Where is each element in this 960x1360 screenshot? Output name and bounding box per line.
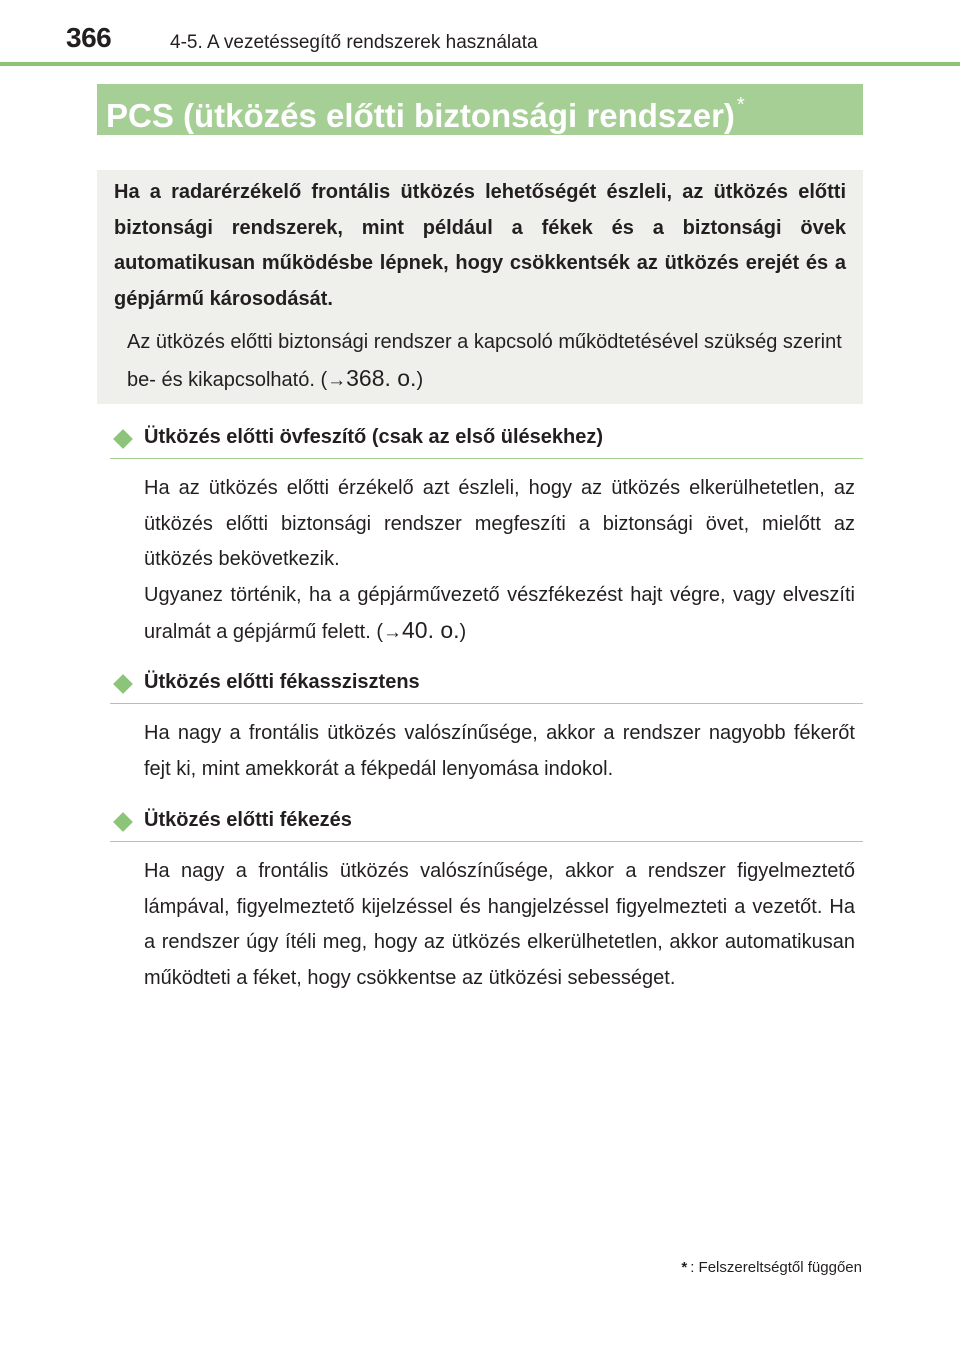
intro-note xyxy=(114,325,846,398)
footnote-text: : Felszereltségtől függően xyxy=(690,1259,862,1276)
section-paragraph: Ha nagy a frontális ütközés valószínűsége, akkor a rendszer nagyobb fékerőt fejt ki, mint amekkorát a fékpedál lenyomása indokol. xyxy=(144,722,855,780)
section-body xyxy=(144,471,855,651)
section-pre-collision-braking xyxy=(110,807,863,996)
intro-note-close: ) xyxy=(416,368,424,391)
section-paragraph: Ha az ütközés előtti érzékelő azt észleli, hogy az ütközés elkerülhetetlen, az ütközés előtti biztonsági rendszer megfeszíti a biztonsági övet, mielőtt az ütközés bekövetkezik. xyxy=(144,477,855,570)
section-paragraph: Ha nagy a frontális ütközés valószínűsége, akkor a rendszer figyelmeztető lámpával, figyelmeztető kijelzéssel és hangjelzéssel figyelmezteti a vezetőt. Ha a rendszer úgy ítéli meg, hogy az ütközés elkerülhetetlen, akkor automatikusan működteti a féket, hogy csökkentse az ütközési sebességet. xyxy=(144,860,855,989)
page-header xyxy=(0,0,960,68)
section-body xyxy=(144,854,855,996)
intro-box xyxy=(97,170,863,404)
section-breadcrumb: 4-5. A vezetéssegítő rendszerek használata xyxy=(170,32,538,53)
intro-note-text: Az ütközés előtti biztonsági rendszer a kapcsoló működtetésével szükség szerint be- és kikapcsolható. ( xyxy=(127,331,842,391)
page-number: 366 xyxy=(66,22,112,53)
page-reference-link[interactable]: 368. o. xyxy=(346,364,417,391)
footnote xyxy=(681,1259,862,1276)
page-reference-link[interactable]: 40. o. xyxy=(402,617,460,643)
section-title: Ütközés előtti övfeszítő (csak az első ülésekhez) xyxy=(144,426,604,448)
section-paragraph xyxy=(144,578,855,651)
page-title xyxy=(97,84,863,135)
title-footnote-mark: * xyxy=(736,94,745,116)
section-heading xyxy=(110,424,863,459)
paragraph-text: Ugyanez történik, ha a gépjárművezető vészfékezést hajt végre, vagy elveszíti uralmát a gépjármű felett. ( xyxy=(144,583,855,643)
section-seatbelt-pretensioner xyxy=(110,424,863,651)
paragraph-close: ) xyxy=(459,621,467,643)
section-brake-assist xyxy=(110,669,863,787)
section-heading xyxy=(110,807,863,842)
diamond-bullet-icon xyxy=(113,674,133,694)
section-heading xyxy=(110,669,863,704)
diamond-bullet-icon xyxy=(113,429,133,449)
section-title: Ütközés előtti fékezés xyxy=(144,809,352,831)
footnote-mark: * xyxy=(681,1259,688,1276)
diamond-bullet-icon xyxy=(113,812,133,832)
section-body xyxy=(144,716,855,787)
header-divider xyxy=(0,62,960,66)
intro-summary: Ha a radarérzékelő frontális ütközés lehetőségét észleli, az ütközés előtti biztonsági rendszerek, mint például a fékek és a biztonsági övek automatikusan működésbe lépnek, hogy csökkentsék az ütközés erejét és a gépjármű károsodását. xyxy=(114,181,846,310)
reference-arrow-icon: → xyxy=(327,369,347,391)
reference-arrow-icon: → xyxy=(383,622,402,643)
page-title-text: PCS (ütközés előtti biztonsági rendszer) xyxy=(106,97,735,134)
section-title: Ütközés előtti fékasszisztens xyxy=(144,671,420,693)
